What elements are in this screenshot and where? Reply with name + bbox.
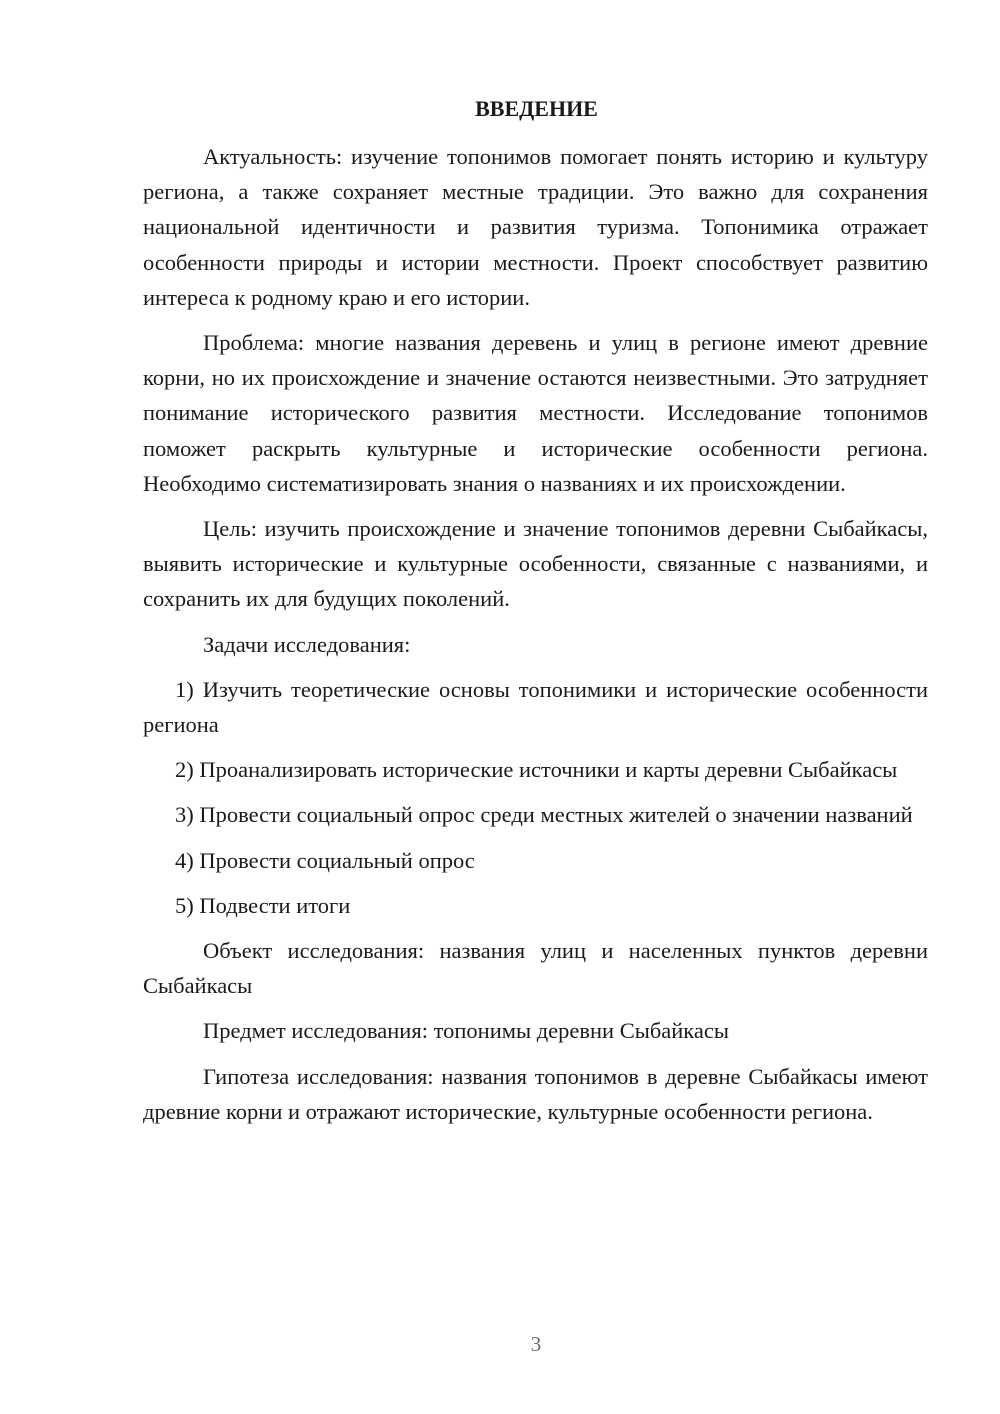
task-item-5: 5) Подвести итоги [175, 892, 351, 918]
tasks-heading: Задачи исследования: [203, 631, 411, 657]
goal-paragraph: Цель: изучить происхождение и значение топонимов деревни Сыбайкасы, выявить исторические и культурные особенности, связанные с названиями, и сохранить их для будущих поколений. [143, 516, 928, 612]
page-title: ВВЕДЕНИЕ [475, 96, 598, 121]
task-item-2: 2) Проанализировать исторические источники и карты деревни Сыбайкасы [175, 757, 898, 783]
hypothesis-paragraph: Гипотеза исследования: названия топонимов в деревне Сыбайкасы имеют древние корни и отражают исторические, культурные особенности региона. [143, 1063, 928, 1124]
object-paragraph: Объект исследования: названия улиц и населенных пунктов деревни Сыбайкасы [143, 938, 928, 999]
problem-paragraph: Проблема: многие названия деревень и улиц в регионе имеют древние корни, но их происхождение и значение остаются неизвестными. Это затрудняет понимание исторического развития местности. Исследование топонимов поможет раскрыть культурные и исторические особенности региона. Необходимо систематизировать знания о названиях и их происхождении. [143, 330, 928, 496]
task-item-3: 3) Провести социальный опрос среди местных жителей о значении названий [175, 802, 913, 828]
task-item-4: 4) Провести социальный опрос [175, 847, 475, 873]
page-content [143, 92, 928, 1139]
subject-paragraph: Предмет исследования: топонимы деревни Сыбайкасы [203, 1018, 729, 1044]
relevance-paragraph: Актуальность: изучение топонимов помогает понять историю и культуру региона, а также сохраняет местные традиции. Это важно для сохранения национальной идентичности и развития туризма. Топонимика отражает особенности природы и истории местности. Проект способствует развитию интереса к родному краю и его истории. [143, 144, 928, 310]
task-item-1: 1) Изучить теоретические основы топонимики и исторические особенности региона [143, 676, 928, 738]
page-number: 3 [530, 1332, 542, 1356]
